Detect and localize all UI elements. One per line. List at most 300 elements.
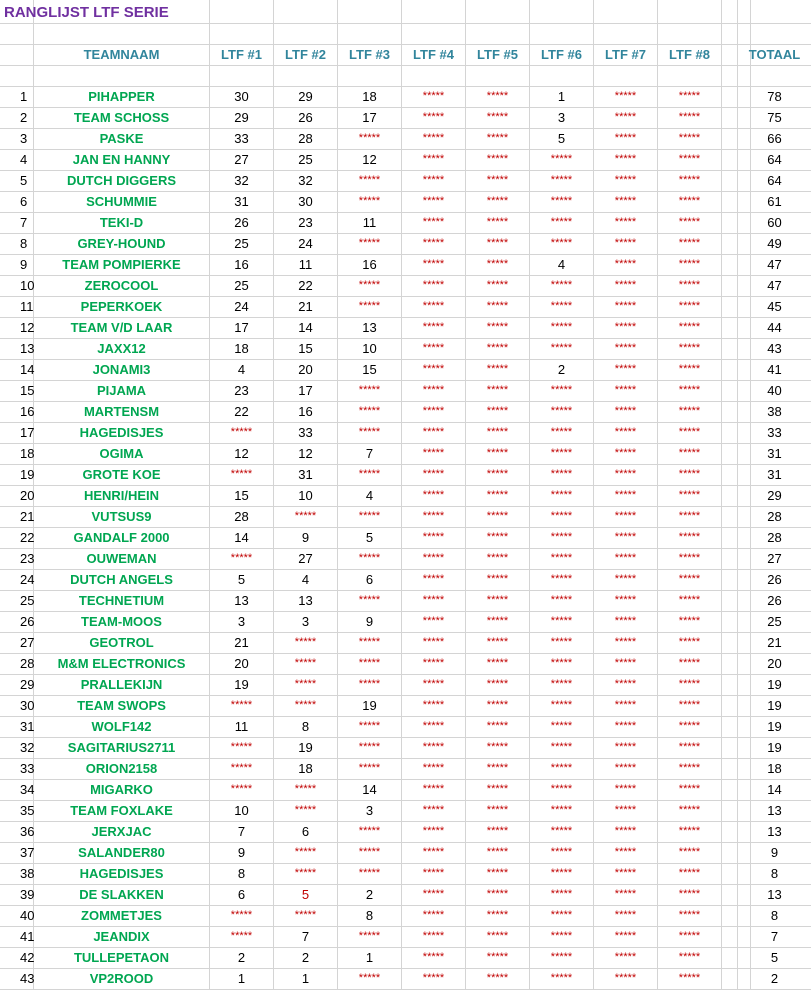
total-cell[interactable]: 45 [767,299,782,314]
score-cell-ltf-7[interactable]: ***** [614,741,637,753]
score-cell-ltf-7[interactable]: ***** [614,846,637,858]
score-cell-ltf-2[interactable]: 28 [298,131,313,146]
score-cell-ltf-4[interactable]: ***** [422,909,445,921]
score-cell-ltf-8[interactable]: ***** [678,258,701,270]
score-cell-ltf-3[interactable]: ***** [358,846,381,858]
score-cell-ltf-6[interactable]: ***** [550,153,573,165]
score-cell-ltf-1[interactable]: 22 [234,404,249,419]
score-cell-ltf-5[interactable]: ***** [486,279,509,291]
score-cell-ltf-6[interactable]: ***** [550,825,573,837]
score-cell-ltf-8[interactable]: ***** [678,867,701,879]
score-cell-ltf-3[interactable]: ***** [358,237,381,249]
score-cell-ltf-2[interactable]: 17 [298,383,313,398]
rank-cell[interactable]: 22 [20,530,35,545]
score-cell-ltf-6[interactable]: ***** [550,342,573,354]
rank-cell[interactable]: 5 [20,173,28,188]
score-cell-ltf-7[interactable]: ***** [614,237,637,249]
score-cell-ltf-4[interactable]: ***** [422,195,445,207]
header-ltf-3[interactable]: LTF #3 [349,47,390,62]
team-name-cell[interactable]: ZEROCOOL [84,278,159,293]
score-cell-ltf-6[interactable]: 5 [557,131,566,146]
score-cell-ltf-8[interactable]: ***** [678,384,701,396]
rank-cell[interactable]: 23 [20,551,35,566]
score-cell-ltf-2[interactable]: ***** [294,783,317,795]
score-cell-ltf-6[interactable]: ***** [550,405,573,417]
score-cell-ltf-3[interactable]: ***** [358,552,381,564]
total-cell[interactable]: 26 [767,572,782,587]
score-cell-ltf-7[interactable]: ***** [614,867,637,879]
score-cell-ltf-3[interactable]: ***** [358,867,381,879]
total-cell[interactable]: 20 [767,656,782,671]
score-cell-ltf-7[interactable]: ***** [614,153,637,165]
score-cell-ltf-1[interactable]: ***** [230,909,253,921]
score-cell-ltf-2[interactable]: 26 [298,110,313,125]
rank-cell[interactable]: 10 [20,278,35,293]
team-name-cell[interactable]: PRALLEKIJN [80,677,163,692]
score-cell-ltf-5[interactable]: ***** [486,867,509,879]
total-cell[interactable]: 21 [767,635,782,650]
team-name-cell[interactable]: SCHUMMIE [86,194,157,209]
score-cell-ltf-6[interactable]: ***** [550,846,573,858]
score-cell-ltf-4[interactable]: ***** [422,447,445,459]
score-cell-ltf-4[interactable]: ***** [422,657,445,669]
score-cell-ltf-8[interactable]: ***** [678,804,701,816]
score-cell-ltf-1[interactable]: 20 [234,656,249,671]
score-cell-ltf-3[interactable]: 19 [362,698,377,713]
score-cell-ltf-4[interactable]: ***** [422,573,445,585]
score-cell-ltf-4[interactable]: ***** [422,384,445,396]
score-cell-ltf-8[interactable]: ***** [678,174,701,186]
score-cell-ltf-1[interactable]: ***** [230,699,253,711]
team-name-cell[interactable]: SAGITARIUS2711 [67,740,176,755]
score-cell-ltf-7[interactable]: ***** [614,90,637,102]
score-cell-ltf-8[interactable]: ***** [678,237,701,249]
score-cell-ltf-4[interactable]: ***** [422,930,445,942]
score-cell-ltf-2[interactable]: 22 [298,278,313,293]
rank-cell[interactable]: 13 [20,341,35,356]
score-cell-ltf-5[interactable]: ***** [486,363,509,375]
score-cell-ltf-8[interactable]: ***** [678,552,701,564]
score-cell-ltf-2[interactable]: 32 [298,173,313,188]
score-cell-ltf-4[interactable]: ***** [422,531,445,543]
score-cell-ltf-6[interactable]: ***** [550,783,573,795]
score-cell-ltf-6[interactable]: ***** [550,867,573,879]
score-cell-ltf-2[interactable]: 29 [298,89,313,104]
total-cell[interactable]: 18 [767,761,782,776]
score-cell-ltf-8[interactable]: ***** [678,342,701,354]
score-cell-ltf-1[interactable]: 31 [234,194,249,209]
rank-cell[interactable]: 34 [20,782,35,797]
score-cell-ltf-2[interactable]: ***** [294,678,317,690]
score-cell-ltf-8[interactable]: ***** [678,468,701,480]
score-cell-ltf-2[interactable]: ***** [294,804,317,816]
score-cell-ltf-1[interactable]: 15 [234,488,249,503]
score-cell-ltf-7[interactable]: ***** [614,657,637,669]
score-cell-ltf-2[interactable]: 12 [298,446,313,461]
header-ltf-1[interactable]: LTF #1 [221,47,262,62]
score-cell-ltf-6[interactable]: ***** [550,237,573,249]
score-cell-ltf-7[interactable]: ***** [614,510,637,522]
score-cell-ltf-6[interactable]: ***** [550,384,573,396]
score-cell-ltf-5[interactable]: ***** [486,216,509,228]
score-cell-ltf-3[interactable]: 5 [365,530,374,545]
score-cell-ltf-8[interactable]: ***** [678,678,701,690]
header-ltf-5[interactable]: LTF #5 [477,47,518,62]
score-cell-ltf-8[interactable]: ***** [678,153,701,165]
score-cell-ltf-1[interactable]: 25 [234,278,249,293]
total-cell[interactable]: 47 [767,257,782,272]
score-cell-ltf-4[interactable]: ***** [422,888,445,900]
team-name-cell[interactable]: JONAMI3 [92,362,151,377]
score-cell-ltf-2[interactable]: ***** [294,636,317,648]
total-cell[interactable]: 28 [767,530,782,545]
score-cell-ltf-8[interactable]: ***** [678,90,701,102]
score-cell-ltf-8[interactable]: ***** [678,720,701,732]
score-cell-ltf-1[interactable]: ***** [230,762,253,774]
total-cell[interactable]: 8 [770,908,779,923]
score-cell-ltf-2[interactable]: 9 [301,530,310,545]
total-cell[interactable]: 13 [767,824,782,839]
rank-cell[interactable]: 18 [20,446,35,461]
total-cell[interactable]: 26 [767,593,782,608]
score-cell-ltf-6[interactable]: ***** [550,678,573,690]
total-cell[interactable]: 31 [767,467,782,482]
rank-cell[interactable]: 25 [20,593,35,608]
header-teamnaam[interactable]: TEAMNAAM [83,47,160,62]
score-cell-ltf-2[interactable]: 15 [298,341,313,356]
team-name-cell[interactable]: TEKI-D [99,215,144,230]
score-cell-ltf-5[interactable]: ***** [486,468,509,480]
score-cell-ltf-8[interactable]: ***** [678,846,701,858]
team-name-cell[interactable]: DUTCH DIGGERS [66,173,177,188]
team-name-cell[interactable]: VUTSUS9 [91,509,152,524]
score-cell-ltf-4[interactable]: ***** [422,237,445,249]
score-cell-ltf-8[interactable]: ***** [678,321,701,333]
score-cell-ltf-8[interactable]: ***** [678,489,701,501]
team-name-cell[interactable]: TULLEPETAON [73,950,170,965]
score-cell-ltf-4[interactable]: ***** [422,363,445,375]
score-cell-ltf-5[interactable]: ***** [486,447,509,459]
score-cell-ltf-3[interactable]: 14 [362,782,377,797]
rank-cell[interactable]: 6 [20,194,28,209]
score-cell-ltf-4[interactable]: ***** [422,153,445,165]
score-cell-ltf-8[interactable]: ***** [678,951,701,963]
team-name-cell[interactable]: PIJAMA [96,383,147,398]
rank-cell[interactable]: 30 [20,698,35,713]
score-cell-ltf-6[interactable]: ***** [550,804,573,816]
score-cell-ltf-5[interactable]: ***** [486,111,509,123]
score-cell-ltf-2[interactable]: ***** [294,510,317,522]
score-cell-ltf-1[interactable]: 30 [234,89,249,104]
score-cell-ltf-5[interactable]: ***** [486,699,509,711]
score-cell-ltf-4[interactable]: ***** [422,342,445,354]
rank-cell[interactable]: 3 [20,131,28,146]
score-cell-ltf-3[interactable]: ***** [358,741,381,753]
score-cell-ltf-5[interactable]: ***** [486,909,509,921]
score-cell-ltf-6[interactable]: ***** [550,699,573,711]
score-cell-ltf-4[interactable]: ***** [422,867,445,879]
rank-cell[interactable]: 26 [20,614,35,629]
score-cell-ltf-7[interactable]: ***** [614,405,637,417]
score-cell-ltf-7[interactable]: ***** [614,930,637,942]
team-name-cell[interactable]: SALANDER80 [78,845,165,860]
score-cell-ltf-2[interactable]: 24 [298,236,313,251]
score-cell-ltf-8[interactable]: ***** [678,300,701,312]
score-cell-ltf-2[interactable]: 27 [298,551,313,566]
score-cell-ltf-7[interactable]: ***** [614,195,637,207]
total-cell[interactable]: 66 [767,131,782,146]
score-cell-ltf-5[interactable]: ***** [486,237,509,249]
score-cell-ltf-6[interactable]: ***** [550,279,573,291]
score-cell-ltf-2[interactable]: 18 [298,761,313,776]
score-cell-ltf-2[interactable]: ***** [294,699,317,711]
score-cell-ltf-1[interactable]: 12 [234,446,249,461]
score-cell-ltf-7[interactable]: ***** [614,111,637,123]
score-cell-ltf-4[interactable]: ***** [422,720,445,732]
score-cell-ltf-7[interactable]: ***** [614,699,637,711]
score-cell-ltf-4[interactable]: ***** [422,279,445,291]
rank-cell[interactable]: 33 [20,761,35,776]
score-cell-ltf-6[interactable]: ***** [550,741,573,753]
rank-cell[interactable]: 11 [20,299,34,314]
score-cell-ltf-2[interactable]: 13 [298,593,313,608]
score-cell-ltf-5[interactable]: ***** [486,552,509,564]
score-cell-ltf-6[interactable]: 2 [557,362,566,377]
score-cell-ltf-4[interactable]: ***** [422,636,445,648]
team-name-cell[interactable]: OUWEMAN [86,551,157,566]
score-cell-ltf-4[interactable]: ***** [422,111,445,123]
total-cell[interactable]: 41 [767,362,782,377]
header-ltf-4[interactable]: LTF #4 [413,47,454,62]
rank-cell[interactable]: 9 [20,257,28,272]
team-name-cell[interactable]: TEAM SWOPS [77,698,166,713]
rank-cell[interactable]: 12 [20,320,35,335]
score-cell-ltf-4[interactable]: ***** [422,699,445,711]
score-cell-ltf-3[interactable]: ***** [358,426,381,438]
score-cell-ltf-8[interactable]: ***** [678,615,701,627]
score-cell-ltf-1[interactable]: 23 [234,383,249,398]
score-cell-ltf-6[interactable]: ***** [550,951,573,963]
score-cell-ltf-4[interactable]: ***** [422,552,445,564]
total-cell[interactable]: 47 [767,278,782,293]
score-cell-ltf-7[interactable]: ***** [614,447,637,459]
total-cell[interactable]: 61 [767,194,782,209]
score-cell-ltf-7[interactable]: ***** [614,804,637,816]
score-cell-ltf-8[interactable]: ***** [678,426,701,438]
team-name-cell[interactable]: TEAM SCHOSS [73,110,170,125]
score-cell-ltf-4[interactable]: ***** [422,258,445,270]
score-cell-ltf-7[interactable]: ***** [614,132,637,144]
score-cell-ltf-4[interactable]: ***** [422,405,445,417]
score-cell-ltf-6[interactable]: ***** [550,636,573,648]
score-cell-ltf-7[interactable]: ***** [614,342,637,354]
score-cell-ltf-8[interactable]: ***** [678,741,701,753]
score-cell-ltf-6[interactable]: ***** [550,447,573,459]
score-cell-ltf-6[interactable]: 3 [557,110,566,125]
score-cell-ltf-4[interactable]: ***** [422,762,445,774]
score-cell-ltf-1[interactable]: 8 [237,866,246,881]
score-cell-ltf-3[interactable]: ***** [358,594,381,606]
score-cell-ltf-1[interactable]: 3 [237,614,246,629]
score-cell-ltf-7[interactable]: ***** [614,552,637,564]
team-name-cell[interactable]: DE SLAKKEN [79,887,164,902]
score-cell-ltf-1[interactable]: ***** [230,552,253,564]
score-cell-ltf-3[interactable]: ***** [358,195,381,207]
rank-cell[interactable]: 35 [20,803,35,818]
score-cell-ltf-8[interactable]: ***** [678,825,701,837]
score-cell-ltf-3[interactable]: 10 [362,341,377,356]
score-cell-ltf-6[interactable]: ***** [550,300,573,312]
score-cell-ltf-1[interactable]: 27 [234,152,249,167]
team-name-cell[interactable]: VP2ROOD [89,971,154,986]
total-cell[interactable]: 64 [767,152,782,167]
team-name-cell[interactable]: ORION2158 [85,761,158,776]
total-cell[interactable]: 49 [767,236,782,251]
team-name-cell[interactable]: OGIMA [99,446,144,461]
score-cell-ltf-1[interactable]: ***** [230,741,253,753]
score-cell-ltf-6[interactable]: ***** [550,972,573,984]
score-cell-ltf-4[interactable]: ***** [422,846,445,858]
score-cell-ltf-2[interactable]: 2 [301,950,310,965]
score-cell-ltf-3[interactable]: ***** [358,510,381,522]
score-cell-ltf-2[interactable]: ***** [294,909,317,921]
score-cell-ltf-6[interactable]: ***** [550,426,573,438]
total-cell[interactable]: 19 [767,719,782,734]
score-cell-ltf-1[interactable]: 32 [234,173,249,188]
score-cell-ltf-3[interactable]: 11 [362,215,377,230]
score-cell-ltf-3[interactable]: 13 [362,320,377,335]
score-cell-ltf-3[interactable]: 9 [365,614,374,629]
total-cell[interactable]: 28 [767,509,782,524]
team-name-cell[interactable]: JERXJAC [91,824,152,839]
score-cell-ltf-3[interactable]: ***** [358,720,381,732]
score-cell-ltf-7[interactable]: ***** [614,363,637,375]
score-cell-ltf-6[interactable]: ***** [550,888,573,900]
score-cell-ltf-2[interactable]: 4 [301,572,310,587]
score-cell-ltf-3[interactable]: 3 [365,803,374,818]
total-cell[interactable]: 44 [767,320,782,335]
score-cell-ltf-2[interactable]: 1 [301,971,310,986]
total-cell[interactable]: 13 [767,887,782,902]
score-cell-ltf-6[interactable]: ***** [550,594,573,606]
score-cell-ltf-2[interactable]: 5 [301,887,310,902]
score-cell-ltf-6[interactable]: ***** [550,909,573,921]
score-cell-ltf-7[interactable]: ***** [614,678,637,690]
score-cell-ltf-2[interactable]: 11 [298,257,313,272]
team-name-cell[interactable]: PIHAPPER [88,89,155,104]
score-cell-ltf-3[interactable]: ***** [358,468,381,480]
score-cell-ltf-3[interactable]: ***** [358,384,381,396]
rank-cell[interactable]: 40 [20,908,35,923]
score-cell-ltf-5[interactable]: ***** [486,195,509,207]
score-cell-ltf-3[interactable]: 12 [362,152,377,167]
header-ltf-8[interactable]: LTF #8 [669,47,710,62]
score-cell-ltf-8[interactable]: ***** [678,930,701,942]
team-name-cell[interactable]: M&M ELECTRONICS [57,656,186,671]
score-cell-ltf-6[interactable]: 4 [557,257,566,272]
score-cell-ltf-8[interactable]: ***** [678,195,701,207]
score-cell-ltf-1[interactable]: 13 [234,593,249,608]
total-cell[interactable]: 40 [767,383,782,398]
score-cell-ltf-1[interactable]: 2 [237,950,246,965]
score-cell-ltf-4[interactable]: ***** [422,468,445,480]
score-cell-ltf-7[interactable]: ***** [614,279,637,291]
score-cell-ltf-8[interactable]: ***** [678,279,701,291]
score-cell-ltf-5[interactable]: ***** [486,300,509,312]
total-cell[interactable]: 60 [767,215,782,230]
score-cell-ltf-5[interactable]: ***** [486,153,509,165]
score-cell-ltf-5[interactable]: ***** [486,384,509,396]
score-cell-ltf-1[interactable]: 11 [234,719,249,734]
score-cell-ltf-2[interactable]: ***** [294,846,317,858]
score-cell-ltf-7[interactable]: ***** [614,300,637,312]
rank-cell[interactable]: 15 [20,383,35,398]
total-cell[interactable]: 31 [767,446,782,461]
rank-cell[interactable]: 1 [20,89,28,104]
score-cell-ltf-7[interactable]: ***** [614,825,637,837]
score-cell-ltf-7[interactable]: ***** [614,384,637,396]
team-name-cell[interactable]: HAGEDISJES [79,866,164,881]
score-cell-ltf-3[interactable]: 1 [365,950,374,965]
score-cell-ltf-7[interactable]: ***** [614,720,637,732]
score-cell-ltf-1[interactable]: 28 [234,509,249,524]
header-ltf-2[interactable]: LTF #2 [285,47,326,62]
sheet-title[interactable]: RANGLIJST LTF SERIE [4,4,169,21]
rank-cell[interactable]: 38 [20,866,35,881]
score-cell-ltf-6[interactable]: ***** [550,174,573,186]
team-name-cell[interactable]: GANDALF 2000 [73,530,170,545]
score-cell-ltf-1[interactable]: 10 [234,803,249,818]
score-cell-ltf-2[interactable]: 20 [298,362,313,377]
score-cell-ltf-5[interactable]: ***** [486,888,509,900]
score-cell-ltf-6[interactable]: ***** [550,573,573,585]
score-cell-ltf-1[interactable]: 18 [234,341,249,356]
total-cell[interactable]: 9 [770,845,779,860]
score-cell-ltf-5[interactable]: ***** [486,678,509,690]
score-cell-ltf-5[interactable]: ***** [486,720,509,732]
score-cell-ltf-5[interactable]: ***** [486,636,509,648]
rank-cell[interactable]: 43 [20,971,35,986]
score-cell-ltf-2[interactable]: 21 [298,299,313,314]
total-cell[interactable]: 14 [767,782,782,797]
score-cell-ltf-4[interactable]: ***** [422,741,445,753]
score-cell-ltf-3[interactable]: ***** [358,972,381,984]
score-cell-ltf-7[interactable]: ***** [614,972,637,984]
score-cell-ltf-8[interactable]: ***** [678,594,701,606]
score-cell-ltf-5[interactable]: ***** [486,972,509,984]
score-cell-ltf-8[interactable]: ***** [678,111,701,123]
score-cell-ltf-7[interactable]: ***** [614,216,637,228]
score-cell-ltf-1[interactable]: 19 [234,677,249,692]
score-cell-ltf-4[interactable]: ***** [422,300,445,312]
score-cell-ltf-8[interactable]: ***** [678,405,701,417]
rank-cell[interactable]: 21 [20,509,35,524]
team-name-cell[interactable]: TECHNETIUM [78,593,165,608]
score-cell-ltf-1[interactable]: 4 [237,362,246,377]
team-name-cell[interactable]: ZOMMETJES [81,908,162,923]
score-cell-ltf-5[interactable]: ***** [486,321,509,333]
score-cell-ltf-7[interactable]: ***** [614,762,637,774]
score-cell-ltf-1[interactable]: 25 [234,236,249,251]
rank-cell[interactable]: 8 [20,236,28,251]
score-cell-ltf-6[interactable]: ***** [550,468,573,480]
score-cell-ltf-6[interactable]: ***** [550,489,573,501]
score-cell-ltf-4[interactable]: ***** [422,972,445,984]
score-cell-ltf-8[interactable]: ***** [678,216,701,228]
score-cell-ltf-3[interactable]: ***** [358,132,381,144]
score-cell-ltf-2[interactable]: 10 [298,488,313,503]
rank-cell[interactable]: 7 [20,215,28,230]
